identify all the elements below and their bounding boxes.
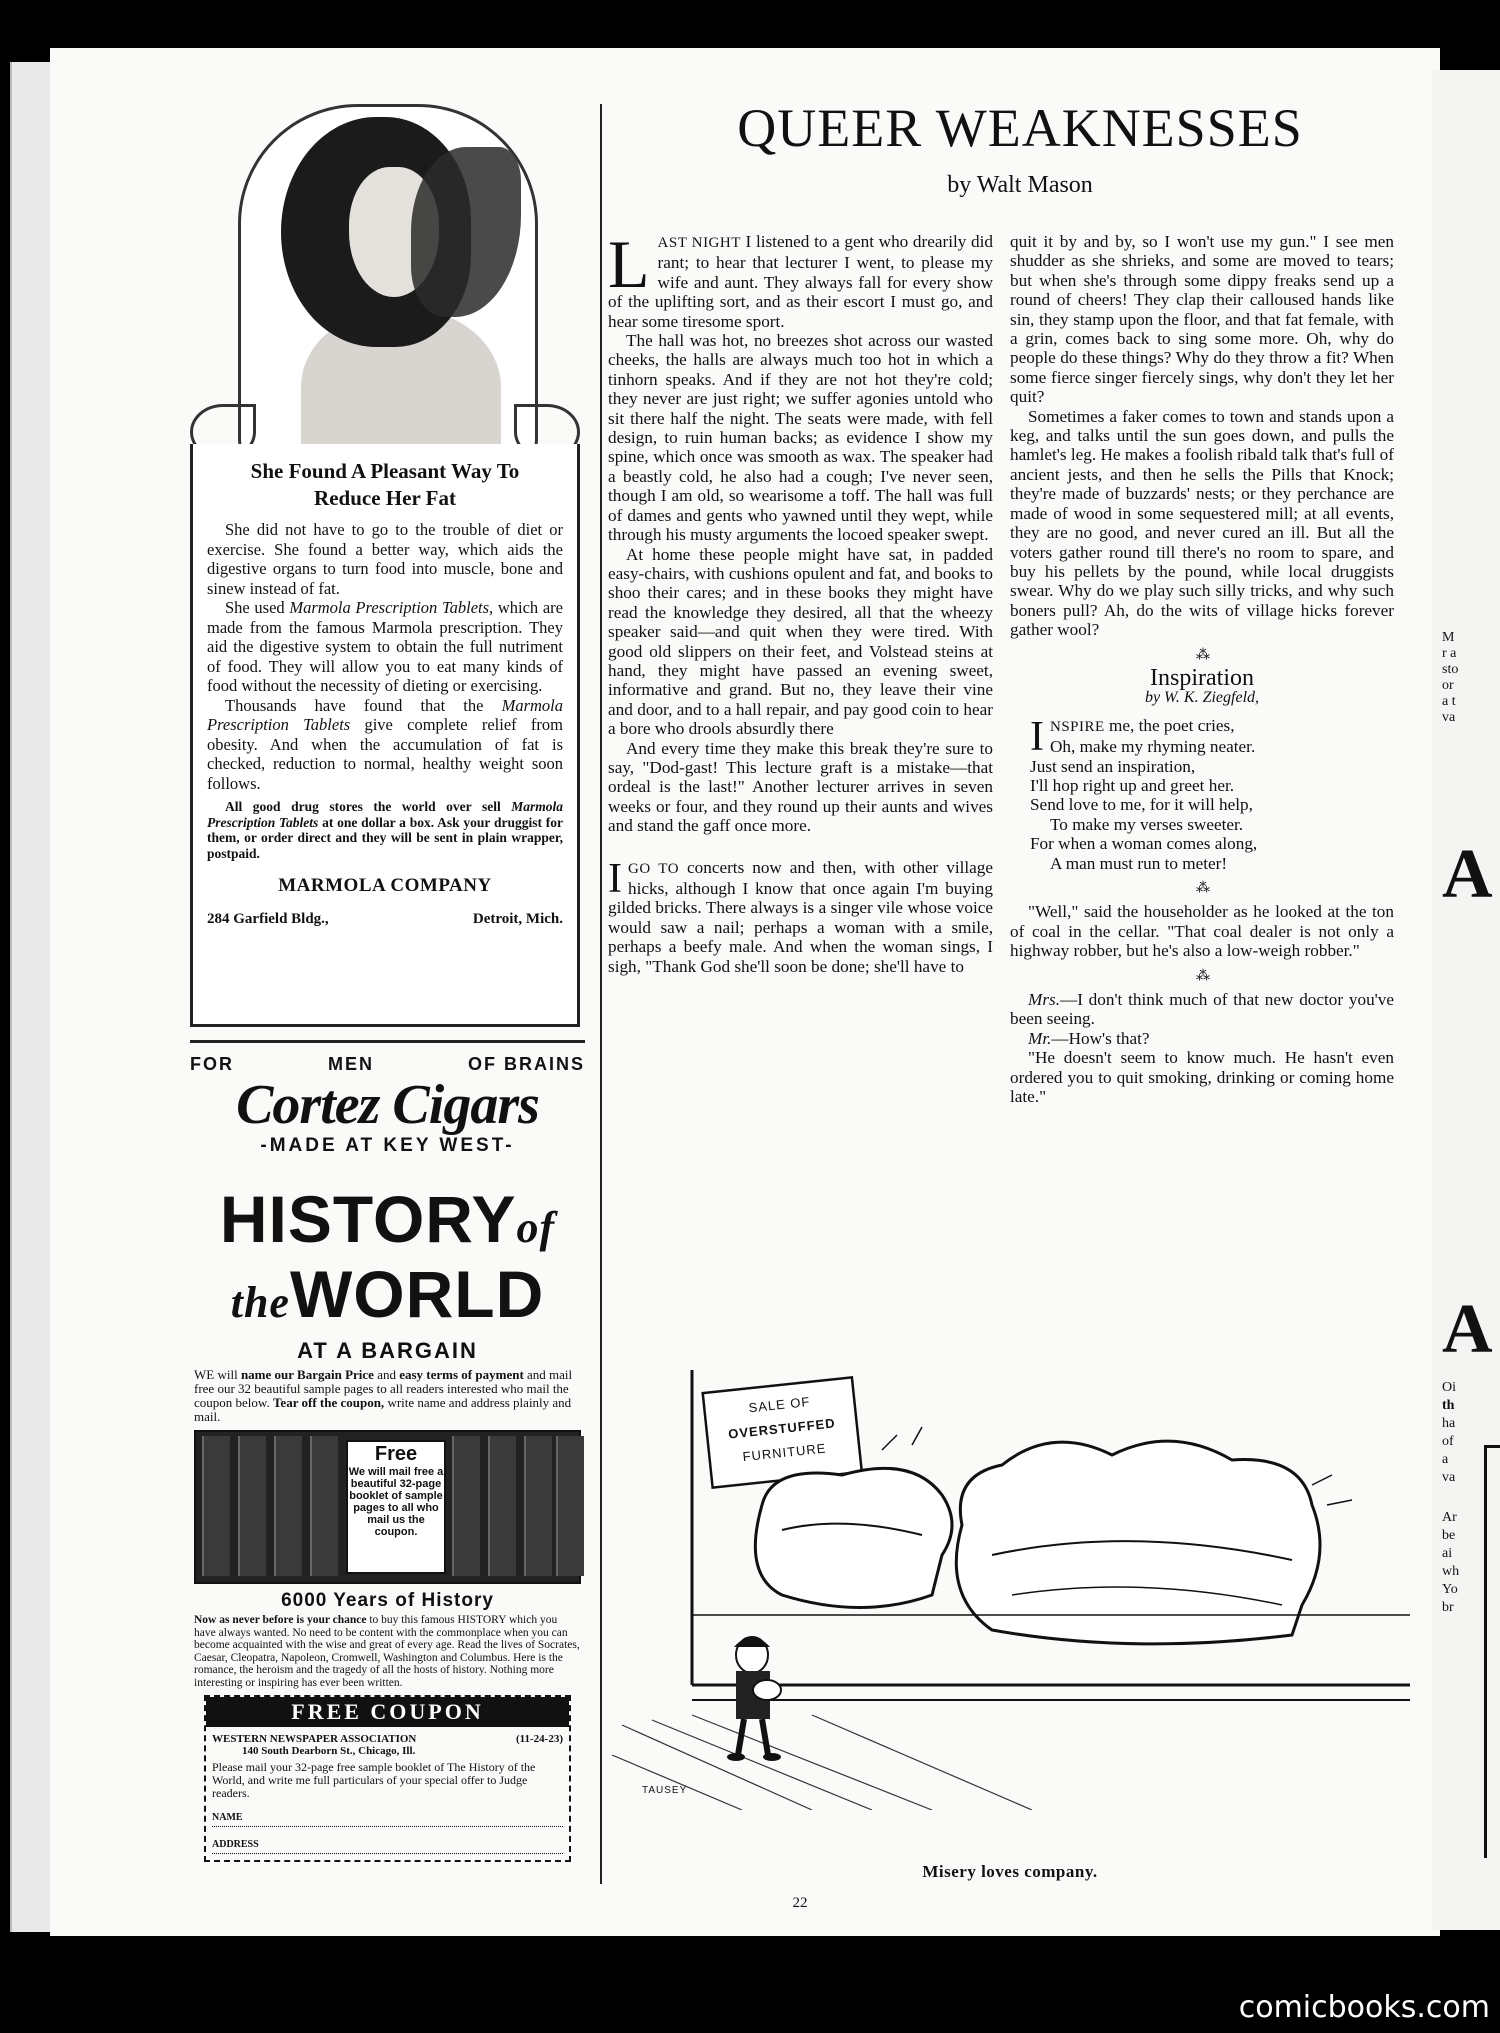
- fragment: r a: [1442, 646, 1457, 661]
- ad-headline: She Found A Pleasant Way To Reduce Her Fat: [250, 459, 520, 510]
- binding-edge: [10, 62, 52, 1932]
- fragment: of: [1442, 1434, 1454, 1449]
- books-illustration: [194, 1430, 581, 1584]
- fragment-initial: A: [1442, 836, 1493, 913]
- free-booklet-box: Free We will mail free a beautiful 32-page booklet of sample pages to all who mail us the coupon.: [346, 1440, 446, 1574]
- joke-paragraph: "He doesn't seem to know much. He hasn't even ordered you to quit smoking, drinking or coming home late.": [1010, 1048, 1394, 1107]
- history-description: Now as never before is your chance to buy this famous HISTORY which you have always wanted. No need to be content with the commonplace when you can become acquainted with the wise and great of every age. Read the lives of Socrates, Caesar, Cleopatra, Napoleon, Cromwell, Washington and Columbus. Here is the romance, the heroism and the tragedy of all the hosts of history. Nothing more interesting or inspiring has ever been written.: [194, 1614, 580, 1689]
- article-column-2: [1010, 232, 1394, 1106]
- free-coupon[interactable]: FREE COUPON WESTERN NEWSPAPER ASSOCIATION (11-24-23) 140 South Dearborn St., Chicago, Ill. Please mail your 32-page free sample booklet of The History of the World, and write me full particulars of your special offer to Judge readers. NAME ADDRESS: [204, 1695, 571, 1862]
- fragment: Ar: [1442, 1510, 1457, 1525]
- drop-cap: I: [1030, 713, 1044, 760]
- article-paragraph: quit it by and by, so I won't use my gun." I see men shudder as she shrieks, and some are moved to tears; but when she's through some dippy freaks send up a round of cheers! They clap their calloused hands like sin, they stamp upon the floor, and that fat female, with a grin, comes back to sing some more. Oh, why do people do these things? Why do they throw a fit? When some fierce singer fiercely sings, why don't they let her quit?: [1010, 232, 1394, 407]
- years-heading: 6000 Years of History: [281, 1590, 494, 1611]
- poem-title: Inspiration: [1150, 664, 1254, 691]
- marmola-ad: [190, 104, 580, 1024]
- cigar-tagline: FOR MEN OF BRAINS: [190, 1054, 585, 1074]
- fragment: wh: [1442, 1564, 1460, 1579]
- section-ornament: ⁂: [1196, 881, 1208, 896]
- column-rule: [600, 104, 602, 1884]
- article-title: QUEER WEAKNESSES: [737, 98, 1303, 158]
- fragment: Yo: [1442, 1582, 1458, 1597]
- fragment: or: [1442, 678, 1454, 693]
- coupon-name-field[interactable]: NAME: [212, 1812, 563, 1827]
- company-address: 284 Garfield Bldg., Detroit, Mich.: [207, 911, 563, 927]
- marmola-text-box: [190, 444, 580, 1027]
- cartoon-caption: Misery loves company.: [922, 1862, 1098, 1881]
- fragment: ai: [1442, 1546, 1453, 1561]
- fragment: ha: [1442, 1416, 1456, 1431]
- ad-fineprint: All good drug stores the world over sell Marmola Prescription Tablets at one dollar a box. Ask your druggist for them, or order direct and they will be sent in plain wrapper, postpaid.: [207, 799, 563, 861]
- section-ornament: ⁂: [1196, 647, 1208, 663]
- article-byline: by Walt Mason: [947, 172, 1093, 198]
- woman-portrait: [238, 104, 538, 460]
- article-paragraph: The hall was hot, no breezes shot across our wasted cheeks, the halls are always much too hot in which a tinhorn speaks. And if they are not hot they're cold; they never are just right; we suffer agonies untold who sit there half the night. The seats were made, with fell design, to ruin human backs; as evidence I show my spine, which once was smooth as wax. The speaker had a beastly cold, he also had a cough; I've never seen, though I am old, so wearisome a toff. The hall was full of dames and gents who yawned until they wept, while through his musty arguments the locoed speaker swept.: [608, 331, 993, 545]
- article-paragraph: At home these people might have sat, in padded easy-chairs, with cushions opulent and fat, and books to shoo their cares; and in these books they might have read the knowledge they desired, all that the wheezy speaker said—and quit when they were tired. With good old slippers on their feet, and Volstead steins at hand, they might have passed an evening sweet, informative and grand. But no, they leave their vine and door, and to a hall repair, and pay good coin to hear a bore who drools absurdly there: [608, 544, 993, 739]
- drop-cap: I: [608, 855, 622, 902]
- fragment: a: [1442, 1452, 1449, 1467]
- next-page-edge: [1432, 70, 1500, 1930]
- article-paragraph: And every time they make this break they're sure to say, "Dod-gast! This lecture graft is a mistake—that ordeal is the last!" Another lecturer arrives in seven weeks or four, and they round up their aunts and wives and stand the gaff once more.: [608, 738, 993, 836]
- fragment: va: [1442, 710, 1456, 725]
- ad-divider: [190, 1040, 585, 1043]
- fragment-box: [1484, 1445, 1500, 1858]
- joke-paragraph: "Well," said the householder as he looked at the ton of coal in the cellar. "That coal dealer is not only a highway robber, but he's also a low-weigh robber.": [1010, 902, 1394, 961]
- bargain-line: AT A BARGAIN: [297, 1338, 478, 1363]
- ad-paragraph: She did not have to go to the trouble of diet or exercise. She found a better way, which aids the digestive organs to turn food into muscle, bone and sinew instead of fat.: [207, 520, 563, 598]
- article-paragraph: LAST NIGHT I listened to a gent who drearily did rant; to hear that lecturer I went, to please my wife and aunt. They always fall for every show of the uplifting sort, and as their escort I must go, and hear some tiresome sport.: [608, 226, 993, 331]
- fragment: be: [1442, 1528, 1456, 1543]
- company-name: MARMOLA COMPANY: [278, 875, 492, 896]
- fragment-initial: A: [1442, 1291, 1493, 1368]
- fragment: br: [1442, 1600, 1454, 1615]
- cigar-origin: -MADE AT KEY WEST-: [260, 1135, 515, 1156]
- watermark: comicbooks.com: [1238, 1990, 1490, 2025]
- fragment: Oi: [1442, 1380, 1456, 1395]
- artist-signature: TAUSEY: [642, 1785, 688, 1796]
- drop-cap: L: [608, 226, 650, 302]
- fragment: sto: [1442, 662, 1459, 677]
- cortez-cigars-ad: [190, 1054, 585, 1174]
- coupon-address-field[interactable]: ADDRESS: [212, 1839, 563, 1854]
- poem: INSPIRE me, the poet cries, Oh, make my rhyming neater. Just send an inspiration, I'll hop right up and greet her. Send love to me, for it will help, To make my verses sweeter. For when a woman comes along, A man must run to meter!: [1030, 713, 1258, 873]
- history-title: HISTORYof theWORLD: [219, 1182, 556, 1331]
- fragment: M: [1442, 630, 1455, 645]
- page-number: 22: [792, 1895, 808, 1911]
- fragment: a t: [1442, 694, 1456, 709]
- ad-paragraph: Thousands have found that the Marmola Prescription Tablets give complete relief from obesity. And when the accumulation of fat is checked, reduction to normal, healthy weight soon follows.: [207, 695, 563, 793]
- fragment: va: [1442, 1470, 1456, 1485]
- joke-paragraph: Mr.—How's that?: [1028, 1028, 1150, 1048]
- joke-paragraph: Mrs.—I don't think much of that new doctor you've been seeing.: [1010, 990, 1394, 1029]
- poem-author: by W. K. Ziegfeld,: [1144, 689, 1260, 707]
- article-paragraph: Sometimes a faker comes to town and stands upon a keg, and talks until the sun goes down, and pulls the hamlet's leg. He makes a foolish ribald talk that's full of ancient jests, and then he sells the Pills that Knock; they're made of buzzards' nests; or they perchance are made of wood in some sequestered mill; at all events, they are no good, and never cured an ill. But all the voters gather round till there's no room to spare, and buy his pellets by the pound, while local druggists swear. Why do we play such silly tricks, and why such boners pull? Ah, do the wits of village hicks forever gather wool?: [1010, 406, 1394, 640]
- ad-paragraph: She used Marmola Prescription Tablets, which are made from the famous Marmola prescription. They aid the digestive system to obtain the full nutriment of food. They will allow you to eat many kinds of food without the necessity of dieting or exercising.: [207, 598, 563, 695]
- article-paragraph: IGO TO concerts now and then, with other village hicks, although I know that once again I'm buying gilded bricks. There always is a singer vile whose voice would saw a nail; perhaps a woman with a smile, perhaps a beefy male. And when the woman sings, I sigh, "Thank God she'll soon be done; she'll have to: [608, 855, 993, 976]
- cigar-brand: Cortez Cigars: [236, 1074, 539, 1136]
- cartoon-illustration: [612, 1355, 1410, 1810]
- coupon-title: FREE COUPON: [206, 1697, 569, 1727]
- history-of-world-ad: [190, 1182, 585, 1876]
- history-offer-text: WE will name our Bargain Price and easy terms of payment and mail free our 32 beautiful sample pages to all readers interested who mail the coupon below. Tear off the coupon, write name and address plainly and mail.: [194, 1367, 573, 1424]
- article-column-1: [608, 226, 993, 976]
- sale-sign-text: SALE OF OVERSTUFFED FURNITURE: [727, 1393, 837, 1465]
- section-ornament: ⁂: [1196, 968, 1208, 984]
- fragment: th: [1442, 1398, 1455, 1413]
